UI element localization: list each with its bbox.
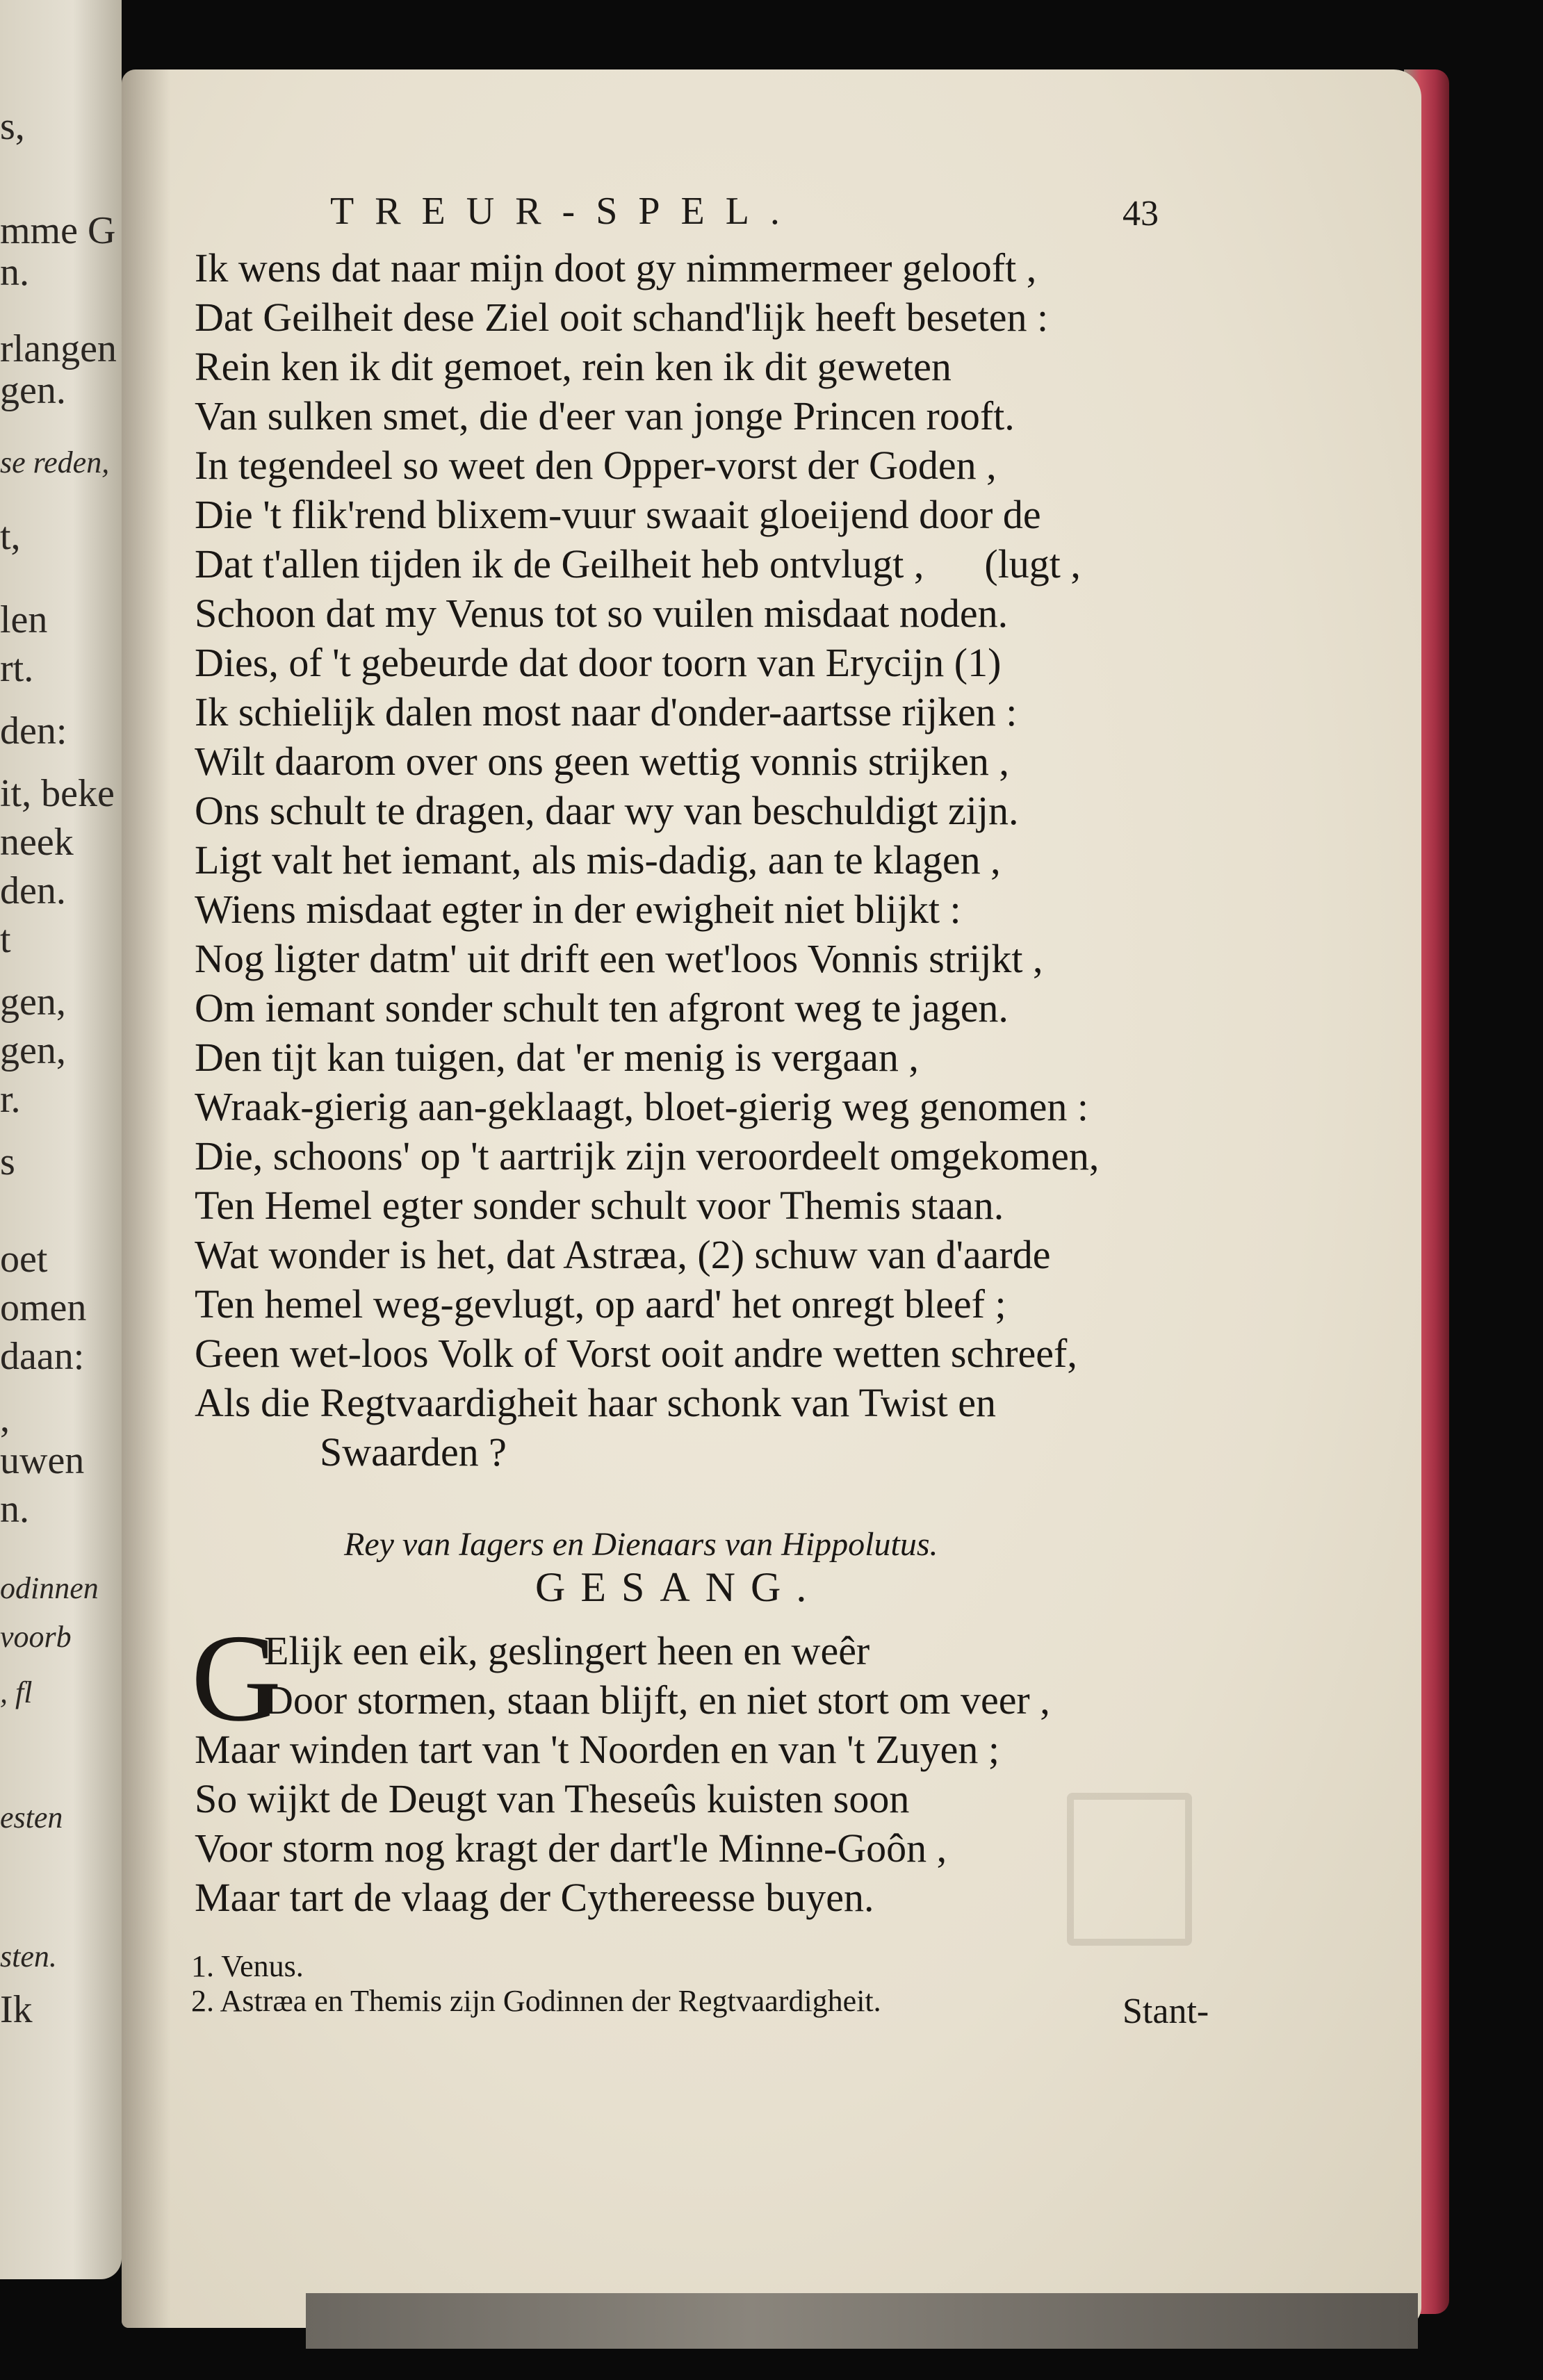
left-fragment: , fl	[0, 1675, 33, 1709]
verse-line: Schoon dat my Venus tot so vuilen misdaat noden.	[195, 591, 1009, 636]
verse-line: Ik wens dat naar mijn doot gy nimmermeer gelooft ,	[195, 245, 1037, 290]
left-fragment: len	[0, 598, 48, 641]
left-fragment: t	[0, 918, 11, 961]
verse-line: Als die Regtvaardigheit haar schonk van Twist en	[195, 1380, 996, 1425]
left-fragment: se reden,	[0, 445, 110, 479]
verse-line: Ten hemel weg-gevlugt, op aard' het onregt bleef ;	[195, 1281, 1006, 1327]
left-fragment: it, beke	[0, 772, 115, 815]
verse-line: Die, schoons' op 't aartrijk zijn veroordeelt omgekomen,	[195, 1133, 1100, 1179]
page-number: 43	[1122, 194, 1159, 233]
verse-line: Wraak-gierig aan-geklaagt, bloet-gierig weg genomen :	[195, 1084, 1088, 1129]
song-line: Maar winden tart van 't Noorden en van 't Zuyen ;	[195, 1727, 999, 1772]
left-fragment: gen.	[0, 369, 66, 412]
left-fragment: s	[0, 1140, 15, 1183]
left-fragment: den:	[0, 709, 67, 753]
verse-line: Dat t'allen tijden ik de Geilheit heb ontvlugt , (lugt ,	[195, 541, 1081, 586]
left-fragment: rlangen	[0, 327, 117, 370]
footnote: 1. Venus.	[191, 1949, 304, 1983]
song-line: So wijkt de Deugt van Theseûs kuisten soon	[195, 1776, 910, 1821]
page-gutter-shadow	[122, 69, 170, 2328]
verse-line: Nog ligter datm' uit drift een wet'loos Vonnis strijkt ,	[195, 936, 1043, 981]
left-fragment: t,	[0, 515, 21, 558]
drop-cap: G	[191, 1609, 281, 1747]
left-fragment: esten	[0, 1800, 63, 1835]
verse-line: Dies, of 't gebeurde dat door toorn van Erycijn (1)	[195, 640, 1002, 685]
verse-line: Die 't flik'rend blixem-vuur swaait gloeijend door de	[195, 492, 1041, 537]
song-line: Voor storm nog kragt der dart'le Minne-Goôn ,	[195, 1825, 947, 1871]
verse-line: Dat Geilheit dese Ziel ooit schand'lijk heeft beseten :	[195, 295, 1049, 340]
song-line: Maar tart de vlaag der Cythereesse buyen.	[195, 1875, 874, 1920]
verse-line: Rein ken ik dit gemoet, rein ken ik dit geweten	[195, 344, 952, 389]
left-fragment: oet	[0, 1238, 48, 1281]
verse-line: Ons schult te dragen, daar wy van beschuldigt zijn.	[195, 788, 1019, 833]
left-fragment: rt.	[0, 647, 34, 690]
left-fragment: n.	[0, 251, 29, 294]
song-line: Elijk een eik, geslingert heen en weêr	[264, 1628, 870, 1673]
left-fragment: sten.	[0, 1939, 57, 1973]
left-fragment: den.	[0, 869, 66, 912]
left-fragment: daan:	[0, 1335, 85, 1378]
left-fragment: r.	[0, 1078, 21, 1121]
verse-line: Ik schielijk dalen most naar d'onder-aartsse rijken :	[195, 689, 1018, 734]
left-fragment: mme G	[0, 209, 116, 252]
speaker-heading: Rey van Iagers en Dienaars van Hippolutus.	[344, 1526, 938, 1563]
section-title: GESANG.	[535, 1564, 822, 1610]
left-fragment: omen	[0, 1286, 87, 1329]
catchword: Stant-	[1122, 1992, 1209, 2031]
left-fragment: voorb	[0, 1620, 72, 1654]
footnotes	[191, 1949, 1234, 2019]
left-fragment: gen,	[0, 1029, 66, 1072]
left-fragment: gen,	[0, 980, 66, 1024]
left-fragment: n.	[0, 1488, 29, 1531]
bleed-through-initial	[1067, 1793, 1192, 1946]
verse-line: Wiens misdaat egter in der ewigheit niet blijkt :	[195, 887, 961, 932]
verse-block	[195, 243, 1362, 1477]
verse-line: Van sulken smet, die d'eer van jonge Princen rooft.	[195, 393, 1015, 438]
book-page	[122, 69, 1421, 2328]
verse-line: Wilt daarom over ons geen wettig vonnis strijken ,	[195, 739, 1009, 784]
verse-line-continuation: Swaarden ?	[320, 1429, 507, 1475]
left-fragment: neek	[0, 821, 74, 864]
left-fragment: s,	[0, 105, 25, 148]
verse-line: Den tijt kan tuigen, dat 'er menig is vergaan ,	[195, 1035, 919, 1080]
song-line: Door stormen, staan blijft, en niet stort om veer ,	[264, 1677, 1050, 1723]
running-head: TREUR-SPEL.	[330, 190, 801, 233]
verse-line: In tegendeel so weet den Opper-vorst der Goden ,	[195, 443, 997, 488]
footnote: 2. Astræa en Themis zijn Godinnen der Regtvaardigheit.	[191, 1984, 881, 2018]
verse-line: Wat wonder is het, dat Astræa, (2) schuw van d'aarde	[195, 1232, 1051, 1277]
verse-line: Geen wet-loos Volk of Vorst ooit andre wetten schreef,	[195, 1331, 1077, 1376]
verse-line: Ligt valt het iemant, als mis-dadig, aan te klagen ,	[195, 837, 1001, 883]
left-fragment: odinnen	[0, 1571, 99, 1605]
left-page	[0, 0, 122, 2279]
left-fragment: uwen	[0, 1439, 85, 1482]
left-fragment: Ik	[0, 1988, 33, 2031]
left-fragment: ,	[0, 1397, 10, 1441]
verse-line: Om iemant sonder schult ten afgront weg te jagen.	[195, 985, 1009, 1031]
verse-line: Ten Hemel egter sonder schult voor Themis staan.	[195, 1183, 1004, 1228]
page-bottom-edge	[306, 2293, 1418, 2349]
